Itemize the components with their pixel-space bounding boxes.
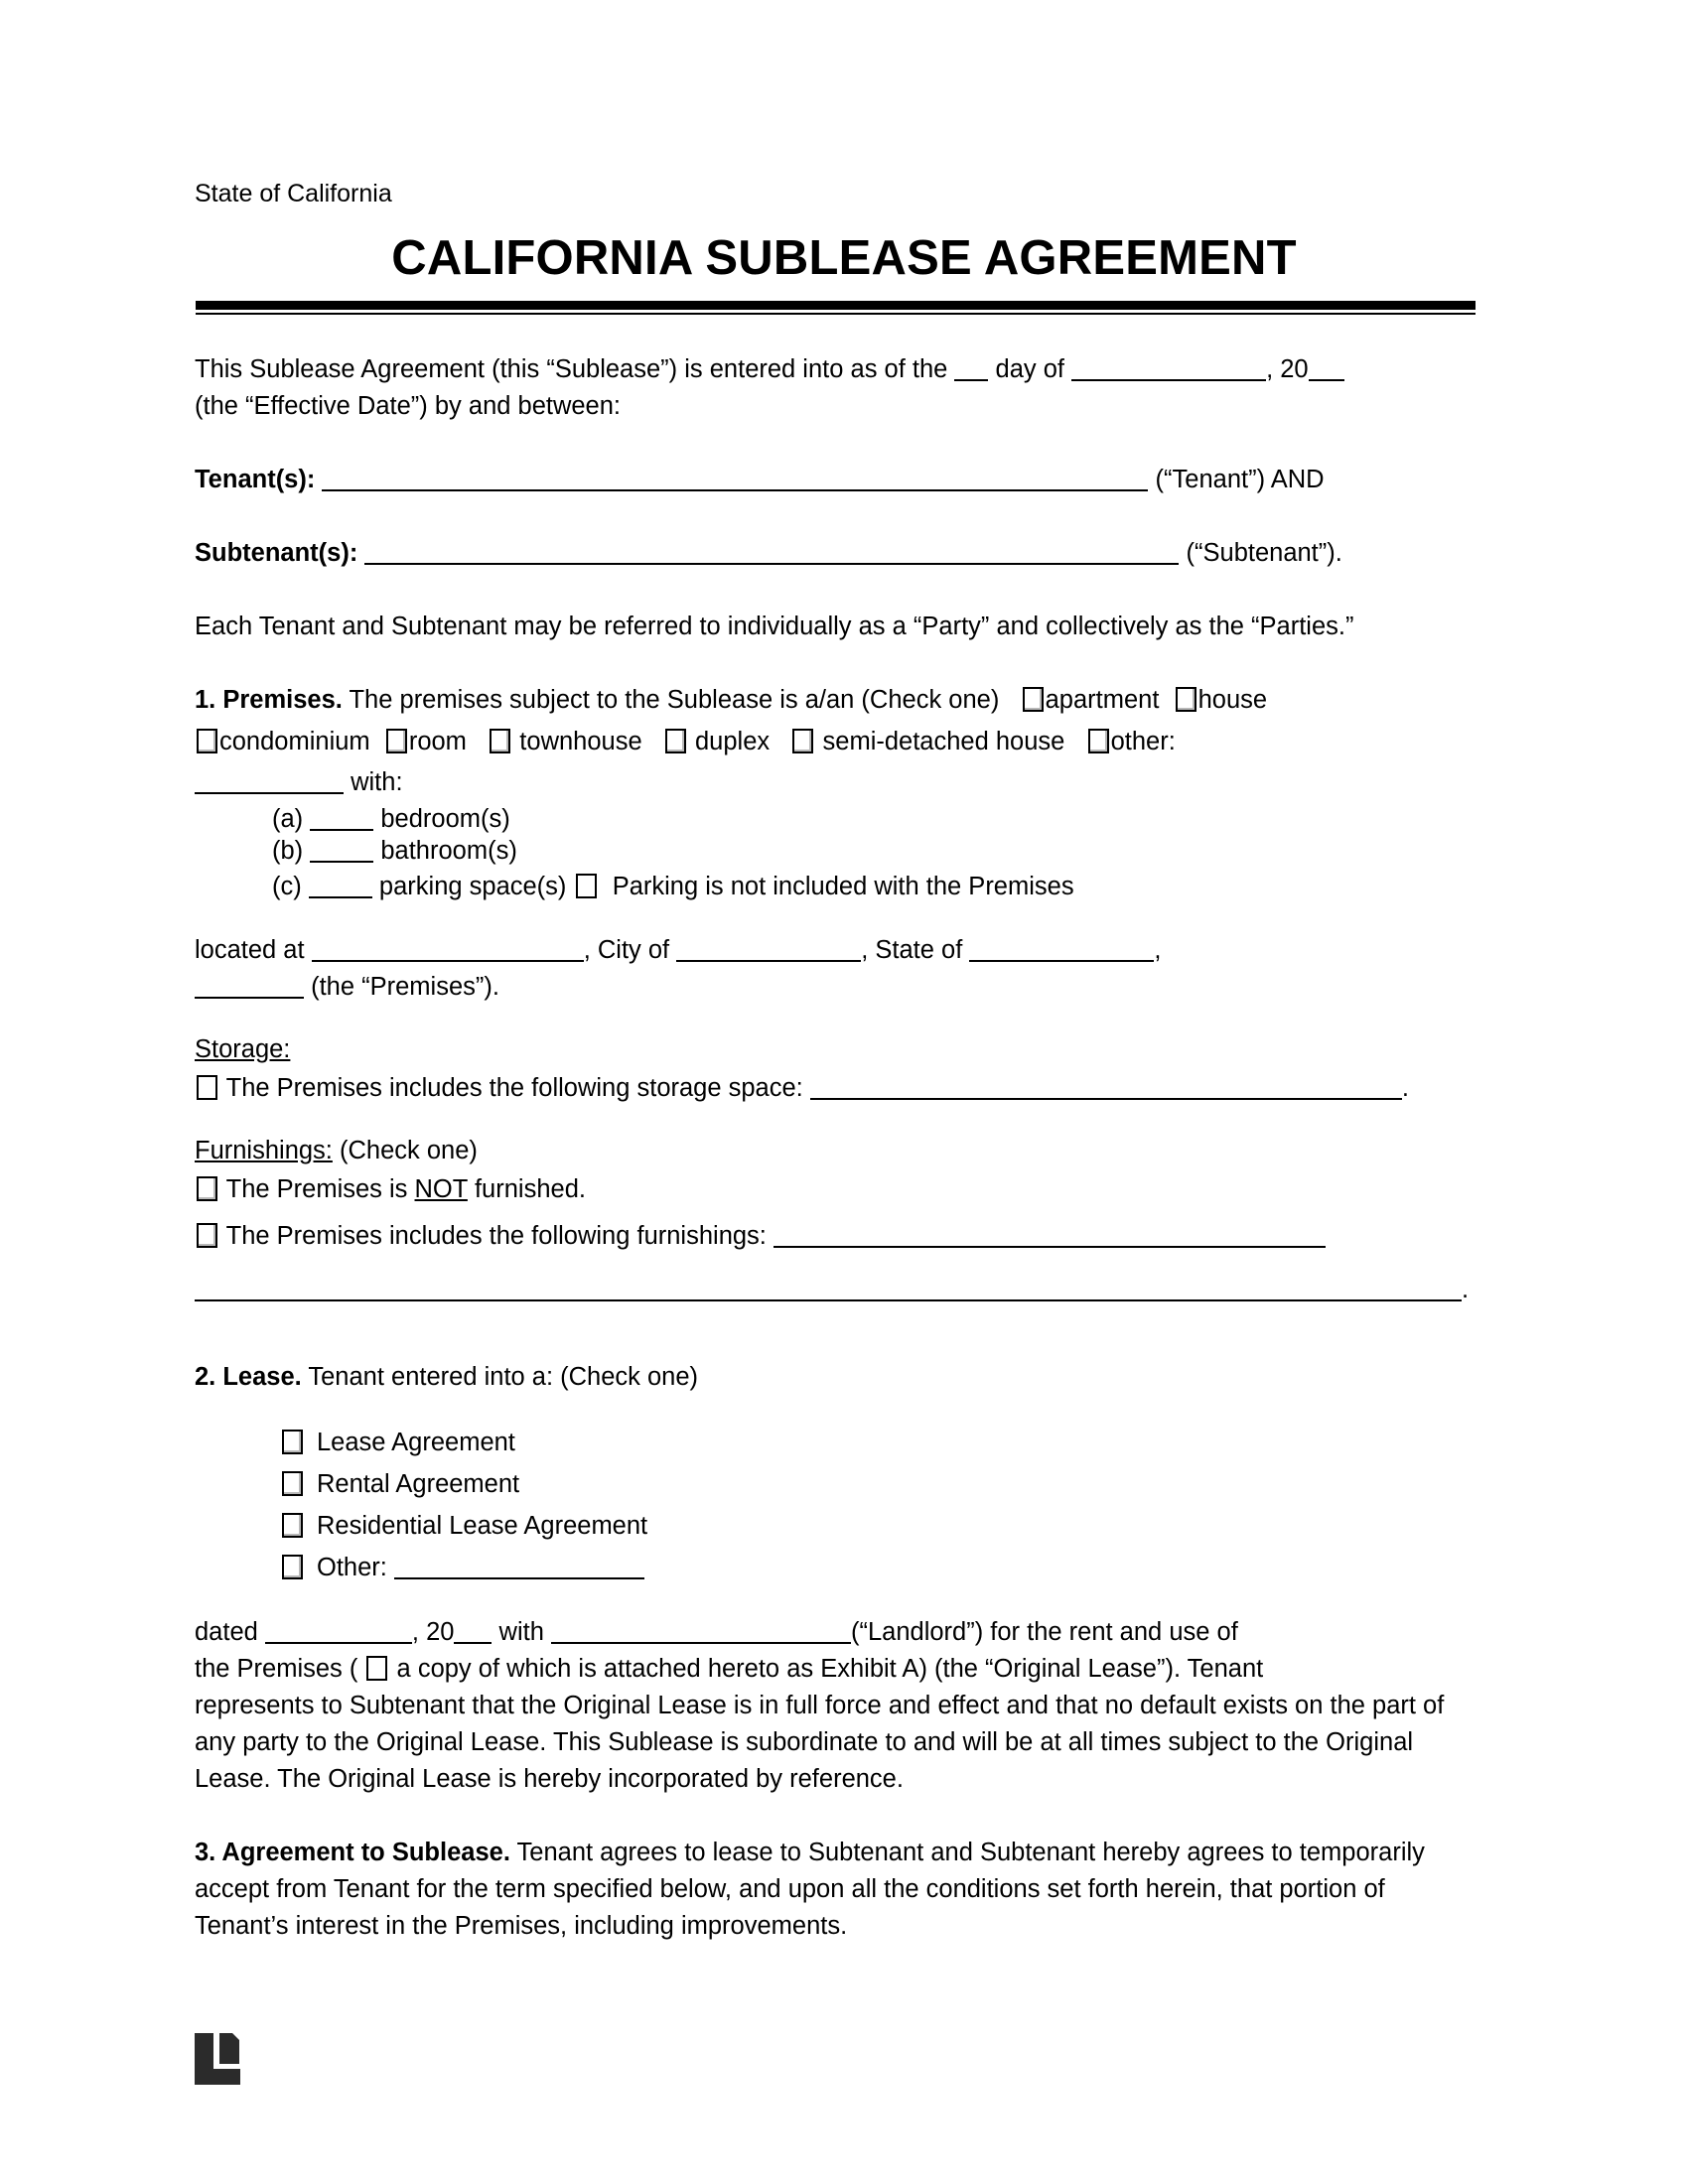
tenant-line [195, 462, 1476, 498]
tenant-name-blank[interactable] [322, 489, 1148, 491]
furnishings-continuation-row [195, 1272, 1476, 1308]
list-item [272, 835, 1476, 867]
intro-line2: (the “Effective Date”) by and between: [195, 392, 622, 420]
list-item [272, 803, 1476, 835]
zip-blank[interactable] [195, 997, 304, 999]
month-blank[interactable] [1071, 379, 1266, 381]
with-word: with: [351, 768, 403, 796]
section-2-number: 2. Lease. [195, 1363, 302, 1391]
located-at-label: located at [195, 936, 305, 964]
storage-space-blank[interactable] [810, 1098, 1402, 1100]
legal-templates-logo-icon [195, 2033, 240, 2085]
premises-tail: (the “Premises”). [311, 973, 499, 1001]
option-other: other: [1110, 728, 1176, 755]
storage-option-row [195, 1070, 1476, 1107]
furnishings-heading [195, 1133, 1476, 1169]
option-semi-detached-house: semi-detached house [822, 728, 1065, 755]
tenant-label: Tenant(s): [195, 466, 316, 493]
premises-options-row-2 [195, 724, 1476, 760]
subtenant-suffix: (“Subtenant”). [1186, 539, 1342, 567]
parking-note: Parking is not included with the Premises [612, 873, 1074, 900]
city-of-label: , City of [583, 936, 670, 964]
parking-spaces-label: parking space(s) [378, 873, 567, 900]
section-1-number: 1. Premises. [195, 686, 343, 714]
section-1-premises [195, 682, 1476, 719]
section-3-number: 3. Agreement to Sublease. [195, 1839, 510, 1866]
bedrooms-label: bedroom(s) [380, 805, 510, 833]
list-item [272, 867, 1476, 906]
checkbox-residential-lease-agreement[interactable] [282, 1513, 303, 1538]
subtenant-name-blank[interactable] [364, 563, 1179, 565]
furnishings-check-one: (Check one) [340, 1137, 478, 1164]
list-item [280, 1505, 1476, 1547]
state-blank[interactable] [969, 960, 1154, 962]
checkbox-not-furnished[interactable] [197, 1176, 217, 1201]
furnishings-period: . [1462, 1276, 1470, 1303]
parties-definition: Each Tenant and Subtenant may be referred to individually as a “Party” and collectively as the “Parties.” [195, 613, 1354, 640]
premises-counts-list [272, 803, 1476, 906]
checkbox-apartment[interactable] [1023, 687, 1044, 712]
title-rule-thick [196, 301, 1476, 310]
furnishings-not-row [195, 1171, 1476, 1208]
bedrooms-blank[interactable] [310, 829, 373, 831]
furnishings-blank-2[interactable] [195, 1299, 1462, 1301]
day-blank[interactable] [954, 379, 988, 381]
storage-period: . [1401, 1074, 1409, 1102]
option-apartment: apartment [1045, 686, 1160, 714]
premises-other-with-line [195, 764, 1476, 801]
state-line: State of California [195, 180, 392, 207]
marker-b: (b) [272, 837, 304, 865]
checkbox-rental-agreement[interactable] [282, 1471, 303, 1496]
furnishings-heading-text: Furnishings: [195, 1137, 333, 1164]
storage-heading [195, 1031, 1476, 1068]
checkbox-townhouse[interactable] [490, 729, 510, 753]
checkbox-duplex[interactable] [665, 729, 686, 753]
option-room: room [408, 728, 467, 755]
checkbox-other-premises-type[interactable] [1088, 729, 1109, 753]
checkbox-exhibit-a-attached[interactable] [366, 1656, 387, 1681]
option-other-lease-type: Other: [317, 1554, 387, 1581]
storage-option-label: The Premises includes the following storage space: [225, 1074, 803, 1102]
checkbox-room[interactable] [386, 729, 407, 753]
section-3-agreement-to-sublease [195, 1835, 1476, 1945]
premises-exhibit-b: a copy of which is attached hereto as Exhibit A) (the “Original Lease”). Tenant [389, 1655, 1264, 1683]
furnishings-includes-row [195, 1218, 1476, 1255]
bathrooms-label: bathroom(s) [380, 837, 517, 865]
premises-address-line: located at , City of , State of , (the “Premises”). [195, 936, 1162, 1001]
checkbox-condominium[interactable] [197, 729, 217, 753]
furnishings-not-emphasis: NOT [414, 1175, 468, 1203]
dated-label-d: (“Landlord”) for the rent and use of [850, 1618, 1238, 1646]
option-house: house [1197, 686, 1268, 714]
furnishings-not-c: furnished. [467, 1175, 586, 1203]
list-item [280, 1547, 1476, 1588]
checkbox-semi-detached-house[interactable] [792, 729, 813, 753]
other-lease-type-blank[interactable] [394, 1577, 644, 1579]
checkbox-house[interactable] [1176, 687, 1196, 712]
premises-exhibit-a: the Premises ( [195, 1655, 365, 1683]
section-2-lease [195, 1359, 1476, 1396]
tenant-suffix: (“Tenant”) AND [1155, 466, 1325, 493]
checkbox-lease-agreement[interactable] [282, 1430, 303, 1454]
furnishings-not-a: The Premises is [225, 1175, 415, 1203]
intro-text-c: , 20 [1266, 355, 1309, 383]
furnishings-blank-1[interactable] [774, 1246, 1326, 1248]
dated-label-c: with [492, 1618, 551, 1646]
page-title: CALIFORNIA SUBLEASE AGREEMENT [391, 231, 1297, 285]
landlord-name-blank[interactable] [551, 1642, 851, 1644]
section-1-lead: The premises subject to the Sublease is a/an (Check one) [342, 686, 1000, 714]
checkbox-furnishings-included[interactable] [197, 1223, 217, 1248]
option-townhouse: townhouse [519, 728, 642, 755]
year-blank[interactable] [1309, 379, 1344, 381]
option-condominium: condominium [219, 728, 370, 755]
list-item [280, 1463, 1476, 1505]
intro-text-a: This Sublease Agreement (this “Sublease”) is entered into as of the [195, 355, 955, 383]
section-3-body: Tenant agrees to lease to Subtenant and Subtenant hereby agrees to temporarily accept from Tenant for the term specified below, and upon all the conditions set forth herein, that portion of Tenant’s interest in the Premises, including improvements. [195, 1839, 1425, 1940]
section-2-lead: Tenant entered into a: (Check one) [301, 1363, 699, 1391]
option-rental-agreement: Rental Agreement [317, 1470, 520, 1498]
lease-year-blank[interactable] [454, 1642, 492, 1644]
marker-a: (a) [272, 805, 304, 833]
document-content [195, 0, 1476, 1945]
option-lease-agreement: Lease Agreement [317, 1429, 515, 1456]
original-lease-rest: represents to Subtenant that the Original Lease is in full force and effect and that no default exists on the part of any party to the Original Lease. This Sublease is subordinate to and will be at all times subject to the Original Lease. The Original Lease is hereby incorporated by reference. [195, 1692, 1445, 1793]
bathrooms-blank[interactable] [310, 861, 373, 863]
storage-heading-text: Storage: [195, 1035, 291, 1063]
lease-type-options [280, 1422, 1476, 1588]
dated-label-a: dated [195, 1618, 265, 1646]
address-blank[interactable] [312, 960, 584, 962]
subtenant-label: Subtenant(s): [195, 539, 358, 567]
option-residential-lease-agreement: Residential Lease Agreement [317, 1512, 648, 1540]
intro-paragraph [195, 351, 1476, 425]
parking-spaces-blank[interactable] [309, 896, 372, 898]
marker-c: (c) [272, 873, 302, 900]
option-duplex: duplex [695, 728, 771, 755]
state-of-label: , State of [861, 936, 963, 964]
checkbox-storage-included[interactable] [197, 1075, 217, 1100]
checkbox-other-lease-type[interactable] [282, 1555, 303, 1579]
checkbox-parking-not-included[interactable] [576, 874, 597, 898]
subtenant-line [195, 535, 1476, 572]
original-lease-paragraph [195, 1614, 1476, 1798]
city-blank[interactable] [676, 960, 861, 962]
intro-text-b: day of [988, 355, 1072, 383]
dated-label-b: , 20 [411, 1618, 455, 1646]
furnishings-includes-label: The Premises includes the following furnishings: [225, 1222, 767, 1250]
premises-other-blank[interactable] [195, 792, 344, 794]
lease-date-blank[interactable] [265, 1642, 412, 1644]
list-item [280, 1422, 1476, 1463]
